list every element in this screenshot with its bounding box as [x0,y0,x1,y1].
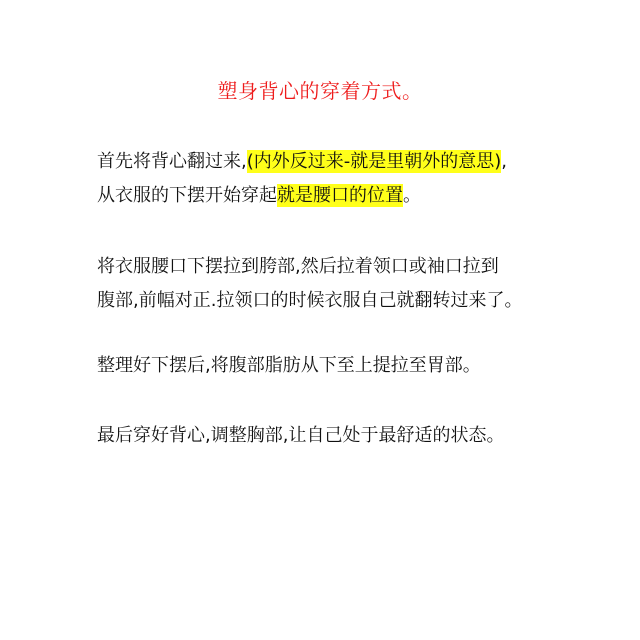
paragraph-text: 首先将背心翻过来, [97,151,247,172]
highlighted-text: (内外反过来-就是里朝外的意思) [246,151,502,172]
paragraph-text: 从衣服的下摆开始穿起 [97,185,277,206]
paragraph-2-line-2: 腹部,前幅对正.拉领口的时候衣服自己就翻转过来了。 [97,290,523,311]
paragraph-1 [97,145,567,213]
paragraph-3 [97,349,567,383]
paragraph-2-line-1: 将衣服腰口下摆拉到胯部,然后拉着领口或袖口拉到 [97,256,499,277]
paragraph-1-line-1 [97,145,567,179]
paragraph-2 [97,250,567,318]
highlighted-text: 就是腰口的位置 [277,185,403,206]
paragraph-text: , [501,151,508,172]
page-title: 塑身背心的穿着方式。 [217,79,423,103]
paragraph-4 [97,419,567,453]
paragraph-3-line-1: 整理好下摆后,将腹部脂肪从下至上提拉至胃部。 [97,355,481,376]
paragraph-1-line-2 [97,179,567,213]
paragraph-4-line-1: 最后穿好背心,调整胸部,让自己处于最舒适的状态。 [97,425,505,446]
paragraph-text: 。 [403,185,421,206]
